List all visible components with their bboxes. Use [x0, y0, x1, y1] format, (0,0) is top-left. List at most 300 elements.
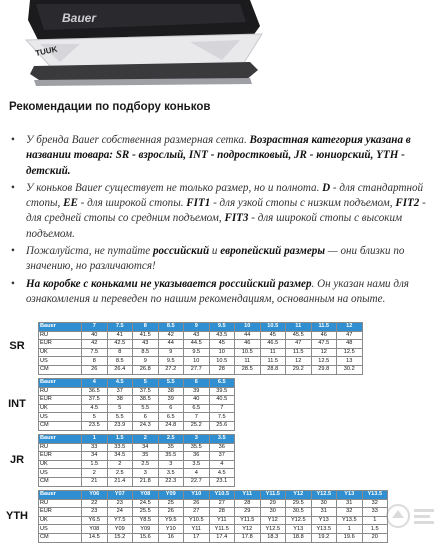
size-cell: Y12	[286, 491, 312, 500]
size-cell: 36	[209, 443, 235, 452]
size-cell: 11.5	[260, 357, 286, 366]
size-cell: 15.2	[107, 533, 133, 542]
row-label-cell: RU	[39, 443, 82, 452]
size-cell: 7	[184, 413, 210, 422]
size-cell: 28	[209, 365, 235, 374]
brand-logo-text: Bauer	[62, 11, 97, 25]
row-label-cell: EUR	[39, 340, 82, 349]
bullet-dot-icon: •	[11, 181, 15, 194]
size-cell: 11.5	[311, 323, 337, 332]
table-row	[39, 396, 235, 405]
size-cell: 5.5	[107, 413, 133, 422]
size-cell: 9	[133, 357, 159, 366]
bullet-text: - для узкой стопы с низким подъемом,	[210, 197, 396, 210]
size-cell: 1.5	[107, 435, 133, 444]
table-row	[39, 499, 388, 508]
size-cell: 6.5	[209, 379, 235, 388]
row-label-cell: Bauer	[39, 491, 82, 500]
size-cell: 13	[337, 357, 363, 366]
row-label-cell: Bauer	[39, 435, 82, 444]
size-cell: 3.5	[209, 435, 235, 444]
table-row	[39, 404, 235, 413]
size-cell: 26	[158, 508, 184, 517]
size-cell: 11.5	[286, 348, 312, 357]
size-cell: 1.5	[82, 460, 108, 469]
size-cell: 47	[337, 331, 363, 340]
size-cell: 10.5	[209, 357, 235, 366]
size-cell: Y11.5	[209, 525, 235, 534]
holder-logo-text: TUUK	[34, 44, 59, 58]
table-row	[39, 525, 388, 534]
size-cell: 15.6	[133, 533, 159, 542]
size-cell: 41	[107, 331, 133, 340]
bullet-item	[10, 133, 438, 179]
table-row	[39, 533, 388, 542]
size-cell: Y12.5	[260, 525, 286, 534]
size-cell: 17.8	[235, 533, 261, 542]
size-cell: 9.5	[158, 357, 184, 366]
table-row	[39, 508, 388, 517]
size-cell: 38	[158, 387, 184, 396]
size-cell: 7.5	[82, 348, 108, 357]
size-cell: Y13.5	[337, 516, 363, 525]
size-cell: Y10.5	[184, 516, 210, 525]
table-row	[39, 460, 235, 469]
size-cell: 6.5	[158, 413, 184, 422]
size-cell: 11	[235, 357, 261, 366]
size-cell: 24	[107, 508, 133, 517]
size-cell: 6	[184, 379, 210, 388]
size-cell: 10	[184, 357, 210, 366]
size-cell: 5.5	[158, 379, 184, 388]
table-row	[39, 365, 363, 374]
size-cell: 8.5	[158, 323, 184, 332]
size-cell: 26.4	[107, 365, 133, 374]
size-cell: 43.5	[209, 331, 235, 340]
size-cell: 39	[184, 387, 210, 396]
size-cell: 31	[311, 508, 337, 517]
size-cell: 46	[311, 331, 337, 340]
bullet-text: — они близки по значению, но различаются!	[26, 245, 405, 273]
size-cell: 29.8	[311, 365, 337, 374]
table-row	[39, 340, 363, 349]
bullet-text: FIT1	[186, 197, 211, 210]
size-cell: Y08	[82, 525, 108, 534]
row-label-cell: US	[39, 357, 82, 366]
size-cell: 20	[362, 533, 388, 542]
size-cell: 25.5	[133, 508, 159, 517]
row-label-cell: EUR	[39, 452, 82, 461]
size-cell: 7.5	[107, 323, 133, 332]
table-row	[39, 443, 235, 452]
size-cell: 12	[286, 357, 312, 366]
size-cell: Y11	[235, 491, 261, 500]
row-label-cell: RU	[39, 499, 82, 508]
size-cell: 6	[158, 404, 184, 413]
recommendation-list	[10, 133, 438, 309]
bullet-text: EE	[63, 197, 78, 210]
size-cell: 12.5	[337, 348, 363, 357]
size-cell: 17	[184, 533, 210, 542]
size-cell: 43	[184, 331, 210, 340]
size-cell: 12	[337, 323, 363, 332]
table-row	[39, 469, 235, 478]
size-cell: 1	[362, 516, 388, 525]
size-cell: Y11.5	[235, 516, 261, 525]
size-grid	[38, 378, 235, 431]
size-cell: 45.5	[286, 331, 312, 340]
size-cell: 2.5	[107, 469, 133, 478]
size-cell: 19.2	[311, 533, 337, 542]
size-cell: 35	[158, 443, 184, 452]
size-cell: 30.2	[337, 365, 363, 374]
size-cell: 7	[82, 323, 108, 332]
size-cell: 38.5	[133, 396, 159, 405]
size-cell: 3.5	[158, 469, 184, 478]
bullet-text: Пожалуйста, не путайте	[26, 245, 153, 258]
size-cell: 1	[337, 525, 363, 534]
size-cell: 2.5	[133, 460, 159, 469]
row-label-cell: UK	[39, 404, 82, 413]
size-cell: 24.8	[158, 421, 184, 430]
size-cell: Y12.5	[311, 491, 337, 500]
size-cell: 31	[337, 499, 363, 508]
size-cell: 26.8	[133, 365, 159, 374]
size-cell: 44	[235, 331, 261, 340]
size-cell: 37.5	[82, 396, 108, 405]
size-cell: 28.5	[235, 365, 261, 374]
size-cell: Y07	[107, 491, 133, 500]
size-cell: 29	[235, 508, 261, 517]
size-cell: 5.5	[133, 404, 159, 413]
row-label-cell: EUR	[39, 396, 82, 405]
size-cell: 5	[82, 413, 108, 422]
size-cell: 27.2	[158, 365, 184, 374]
size-cell: 30.5	[286, 508, 312, 517]
size-cell: 23.1	[209, 477, 235, 486]
bullet-text: У бренда Bauer собственная размерная сетка.	[26, 134, 250, 146]
size-cell: 40	[184, 396, 210, 405]
size-cell: 33	[362, 508, 388, 517]
table-row	[39, 516, 388, 525]
bullet-item	[10, 181, 438, 242]
bullet-dot-icon: •	[11, 134, 15, 146]
skate-illustration	[0, 0, 444, 92]
row-label-cell: Bauer	[39, 323, 82, 332]
size-cell: 47.5	[311, 340, 337, 349]
size-cell: 28	[209, 508, 235, 517]
size-cell: 9	[184, 323, 210, 332]
size-cell: Y11	[209, 516, 235, 525]
size-category-label: JR	[9, 454, 25, 466]
bullet-dot-icon: •	[11, 245, 15, 258]
size-cell: 8	[82, 357, 108, 366]
size-cell: 46.5	[260, 340, 286, 349]
size-cell: Y12	[235, 525, 261, 534]
size-cell: Y12	[260, 516, 286, 525]
size-cell: Y9.5	[158, 516, 184, 525]
page-heading: Рекомендации по подбору коньков	[9, 101, 211, 113]
size-cell: 45	[260, 331, 286, 340]
size-category-label: INT	[8, 398, 26, 410]
size-cell: 21.4	[107, 477, 133, 486]
size-cell: 4.5	[82, 404, 108, 413]
size-cell: Y08	[133, 491, 159, 500]
size-cell: 6	[133, 413, 159, 422]
size-cell: 4.5	[107, 379, 133, 388]
row-label-cell: US	[39, 525, 82, 534]
size-cell: Y10.5	[209, 491, 235, 500]
size-cell: 27	[209, 499, 235, 508]
size-cell: 39.5	[209, 387, 235, 396]
size-cell: Y10	[184, 491, 210, 500]
bullet-text: и	[209, 245, 221, 258]
size-cell: 10	[235, 323, 261, 332]
size-cell: 29	[260, 499, 286, 508]
size-cell: 11	[286, 323, 312, 332]
size-cell: 22.3	[158, 477, 184, 486]
size-cell: 47	[286, 340, 312, 349]
size-cell: 26	[184, 499, 210, 508]
size-cell: 37	[209, 452, 235, 461]
size-cell: 33.5	[107, 443, 133, 452]
size-cell: 16	[158, 533, 184, 542]
bullet-text: российский	[152, 245, 210, 258]
size-cell: 2.5	[158, 435, 184, 444]
size-cell: 29.5	[286, 499, 312, 508]
size-cell: 29.2	[286, 365, 312, 374]
size-grid	[38, 322, 363, 375]
row-label-cell: RU	[39, 387, 82, 396]
size-cell: 22	[82, 499, 108, 508]
size-grid	[38, 434, 235, 487]
size-cell: 41.5	[133, 331, 159, 340]
size-cell: 5	[133, 379, 159, 388]
size-cell: 1	[82, 435, 108, 444]
table-row	[39, 357, 363, 366]
size-cell: 35.5	[158, 452, 184, 461]
bullet-text: D	[322, 181, 331, 194]
size-cell: 44.5	[184, 340, 210, 349]
size-cell: Y11.5	[260, 491, 286, 500]
size-cell: 10.5	[235, 348, 261, 357]
table-header-row	[39, 435, 235, 444]
size-cell: 23.5	[82, 421, 108, 430]
size-cell: 30	[260, 508, 286, 517]
size-cell: 46	[235, 340, 261, 349]
size-cell: 44	[158, 340, 184, 349]
size-cell: 33	[82, 443, 108, 452]
row-label-cell: EUR	[39, 508, 82, 517]
table-header-row	[39, 379, 235, 388]
size-cell: 11	[260, 348, 286, 357]
row-label-cell: US	[39, 469, 82, 478]
size-cell: 17.4	[209, 533, 235, 542]
size-cell: 7	[209, 404, 235, 413]
size-cell: 7.5	[209, 413, 235, 422]
size-cell: 3.5	[184, 460, 210, 469]
size-cell: 32	[337, 508, 363, 517]
size-cell: 18.3	[260, 533, 286, 542]
row-label-cell: RU	[39, 331, 82, 340]
size-cell: Y09	[107, 525, 133, 534]
size-cell: 39	[158, 396, 184, 405]
size-cell: 26	[82, 365, 108, 374]
size-cell: 3	[133, 469, 159, 478]
size-cell: 4	[209, 460, 235, 469]
size-cell: 22.7	[184, 477, 210, 486]
table-row	[39, 477, 235, 486]
table-header-row	[39, 323, 363, 332]
bullet-text: FIT3	[224, 212, 249, 225]
size-cell: Y09	[158, 491, 184, 500]
size-cell: Y13	[286, 525, 312, 534]
size-cell: 5	[107, 404, 133, 413]
bullet-text: - для широкой стопы с высоким подъемом.	[26, 212, 403, 240]
size-cell: Y12.5	[286, 516, 312, 525]
size-cell: 48	[337, 340, 363, 349]
size-cell: 8	[107, 348, 133, 357]
size-cell: 4	[82, 379, 108, 388]
row-label-cell: US	[39, 413, 82, 422]
bullet-item	[10, 277, 438, 308]
size-cell: 3	[158, 460, 184, 469]
size-cell: Y13.5	[311, 525, 337, 534]
size-cell: 36	[184, 452, 210, 461]
size-cell: 10.5	[260, 323, 286, 332]
size-cell: 27	[184, 508, 210, 517]
bullet-text: FIT2	[395, 197, 420, 210]
table-header-row	[39, 491, 388, 500]
size-cell: 37	[107, 387, 133, 396]
bullet-text: - для средней стопы со средним подъемом,	[26, 197, 426, 225]
table-row	[39, 413, 235, 422]
size-cell: 25	[158, 499, 184, 508]
size-cell: 8.5	[107, 357, 133, 366]
size-cell: Y8.5	[133, 516, 159, 525]
watermark-logo	[382, 500, 438, 532]
size-cell: 9.5	[209, 323, 235, 332]
row-label-cell: CM	[39, 365, 82, 374]
size-cell: Y13.5	[362, 491, 388, 500]
row-label-cell: CM	[39, 477, 82, 486]
size-cell: 2	[107, 460, 133, 469]
size-cell: 9	[158, 348, 184, 357]
table-row	[39, 331, 363, 340]
size-cell: 28.8	[260, 365, 286, 374]
table-row	[39, 387, 235, 396]
bullet-item	[10, 244, 438, 275]
size-cell: 2	[133, 435, 159, 444]
row-label-cell: UK	[39, 516, 82, 525]
row-label-cell: UK	[39, 460, 82, 469]
size-cell: Y11	[184, 525, 210, 534]
size-cell: 40.5	[209, 396, 235, 405]
size-cell: 8	[133, 323, 159, 332]
size-cell: 37.5	[133, 387, 159, 396]
bullet-text: - для широкой стопы.	[77, 197, 187, 210]
size-cell: 36.5	[82, 387, 108, 396]
bullet-text: У коньков Bauer существует не только размер, но и полнота.	[26, 181, 323, 194]
size-cell: Y13	[337, 491, 363, 500]
size-cell: Y10	[158, 525, 184, 534]
size-cell: 42	[82, 340, 108, 349]
size-cell: 28	[235, 499, 261, 508]
size-cell: 35.5	[184, 443, 210, 452]
size-cell: 30	[311, 499, 337, 508]
size-cell: 24.3	[133, 421, 159, 430]
size-cell: 38	[107, 396, 133, 405]
bullet-text: На коробке с коньками не указывается российский размер	[26, 277, 312, 290]
size-cell: 42.5	[107, 340, 133, 349]
size-cell: 35	[133, 452, 159, 461]
size-cell: 2	[82, 469, 108, 478]
size-category-label: YTH	[6, 510, 28, 522]
size-cell: 25.2	[184, 421, 210, 430]
size-cell: 23	[107, 499, 133, 508]
size-cell: 12.5	[311, 357, 337, 366]
table-row	[39, 452, 235, 461]
bullet-dot-icon: •	[11, 277, 15, 290]
size-cell: 45	[209, 340, 235, 349]
row-label-cell: CM	[39, 421, 82, 430]
size-cell: 34.5	[107, 452, 133, 461]
size-cell: 25.6	[209, 421, 235, 430]
size-cell: 32	[362, 499, 388, 508]
size-cell: Y7.5	[107, 516, 133, 525]
size-cell: 3	[184, 435, 210, 444]
size-cell: 27.7	[184, 365, 210, 374]
size-cell: 21.8	[133, 477, 159, 486]
bullet-text: . Он указан нами для ознакомления и переведен по нашим рекомендациям, основанным на опыте.	[26, 277, 409, 305]
size-cell: 14.5	[82, 533, 108, 542]
table-row	[39, 421, 235, 430]
size-cell: 8.5	[133, 348, 159, 357]
size-cell: Y06	[82, 491, 108, 500]
size-cell: 4.5	[209, 469, 235, 478]
size-cell: 42	[158, 331, 184, 340]
size-cell: 6.5	[184, 404, 210, 413]
size-grid	[38, 490, 388, 543]
size-cell: 10	[209, 348, 235, 357]
bullet-text: Возрастная категория указана в названии товара: SR - взрослый, INT - подростковый, JR - юниорский, YTH - детский.	[26, 134, 411, 177]
size-cell: 24.5	[133, 499, 159, 508]
size-cell: 12	[311, 348, 337, 357]
size-cell: 18.8	[286, 533, 312, 542]
size-cell: 34	[133, 443, 159, 452]
row-label-cell: CM	[39, 533, 82, 542]
size-cell: 4	[184, 469, 210, 478]
size-cell: 23	[82, 508, 108, 517]
skate-photo	[0, 0, 444, 92]
size-cell: Y6.5	[82, 516, 108, 525]
bullet-text: европейский размеры	[220, 245, 326, 258]
row-label-cell: UK	[39, 348, 82, 357]
row-label-cell: Bauer	[39, 379, 82, 388]
size-cell: 40	[82, 331, 108, 340]
size-cell: Y09	[133, 525, 159, 534]
size-cell: 21	[82, 477, 108, 486]
size-category-label: SR	[9, 340, 25, 352]
size-cell: 43	[133, 340, 159, 349]
size-cell: 23.9	[107, 421, 133, 430]
size-cell: 1.5	[362, 525, 388, 534]
size-cell: 19.6	[337, 533, 363, 542]
bullet-text: - для стандартной стопы,	[26, 181, 424, 210]
table-row	[39, 348, 363, 357]
size-cell: 9.5	[184, 348, 210, 357]
size-cell: Y13	[311, 516, 337, 525]
